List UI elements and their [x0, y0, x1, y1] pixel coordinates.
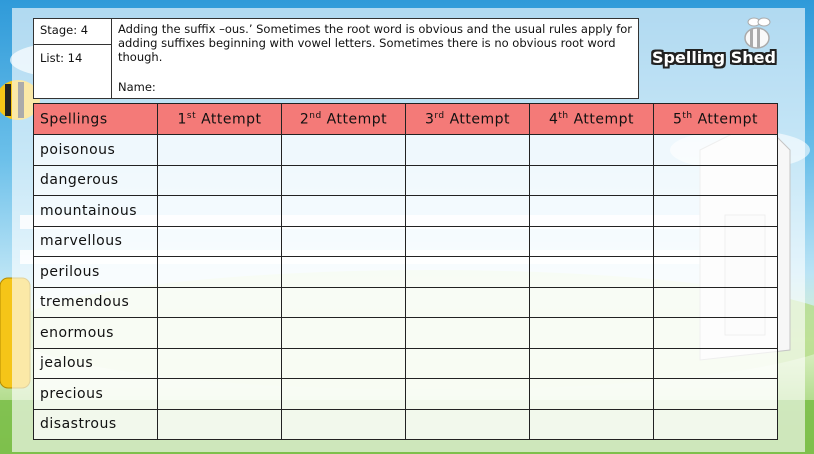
spelling-word: perilous — [34, 257, 158, 288]
attempt-cell[interactable] — [530, 318, 654, 349]
spelling-word: marvellous — [34, 226, 158, 257]
header-num: 1 — [177, 111, 187, 128]
attempt-cell[interactable] — [530, 135, 654, 166]
header-sup: nd — [309, 110, 322, 121]
attempt-cell[interactable] — [282, 165, 406, 196]
attempt-cell[interactable] — [654, 409, 778, 440]
header-sup: th — [558, 110, 569, 121]
table-row — [34, 196, 778, 227]
attempt-cell[interactable] — [406, 196, 530, 227]
table-row — [34, 135, 778, 166]
header-text: Attempt — [568, 111, 635, 128]
attempt-cell[interactable] — [158, 135, 282, 166]
attempt-cell[interactable] — [406, 135, 530, 166]
attempt-cell[interactable] — [406, 348, 530, 379]
attempt-cell[interactable] — [158, 318, 282, 349]
header-num: 4 — [548, 111, 559, 128]
attempt-cell[interactable] — [282, 196, 406, 227]
attempt-cell[interactable] — [654, 165, 778, 196]
attempt-cell[interactable] — [158, 165, 282, 196]
attempt-cell[interactable] — [158, 379, 282, 410]
table-row — [34, 318, 778, 349]
table-row — [34, 409, 778, 440]
attempt-cell[interactable] — [654, 135, 778, 166]
spelling-word: enormous — [34, 318, 158, 349]
attempt-cell[interactable] — [282, 318, 406, 349]
column-header-attempt-4 — [530, 104, 654, 135]
spelling-word: jealous — [34, 348, 158, 379]
attempt-cell[interactable] — [530, 409, 654, 440]
attempt-cell[interactable] — [654, 196, 778, 227]
rule-description: Adding the suffix –ous.’ Sometimes the root word is obvious and the usual rules apply for adding suffixes beginning with vowel letters. Sometimes there is no obvious root word though. — [118, 22, 633, 64]
worksheet-header — [33, 18, 639, 99]
header-num: 2 — [299, 111, 310, 128]
attempt-cell[interactable] — [158, 287, 282, 318]
attempt-cell[interactable] — [654, 379, 778, 410]
attempt-cell[interactable] — [406, 379, 530, 410]
column-header-attempt-5 — [654, 104, 778, 135]
table-row — [34, 348, 778, 379]
column-header-spellings — [34, 104, 158, 135]
attempt-cell[interactable] — [406, 409, 530, 440]
spelling-word: dangerous — [34, 165, 158, 196]
attempt-cell[interactable] — [406, 318, 530, 349]
attempt-cell[interactable] — [282, 257, 406, 288]
header-sup: rd — [434, 110, 445, 121]
header-num: 5 — [672, 111, 683, 128]
attempt-cell[interactable] — [158, 257, 282, 288]
attempt-cell[interactable] — [654, 318, 778, 349]
attempt-cell[interactable] — [530, 257, 654, 288]
table-row — [34, 165, 778, 196]
attempt-cell[interactable] — [406, 226, 530, 257]
attempt-cell[interactable] — [654, 257, 778, 288]
spelling-grid — [33, 103, 778, 440]
attempt-cell[interactable] — [158, 348, 282, 379]
name-field[interactable]: Name: — [118, 80, 156, 94]
column-header-attempt-1 — [158, 104, 282, 135]
table-row — [34, 379, 778, 410]
table-row — [34, 226, 778, 257]
attempt-cell[interactable] — [406, 257, 530, 288]
attempt-cell[interactable] — [158, 196, 282, 227]
attempt-cell[interactable] — [530, 226, 654, 257]
attempt-cell[interactable] — [282, 135, 406, 166]
attempt-cell[interactable] — [282, 226, 406, 257]
attempt-cell[interactable] — [654, 226, 778, 257]
header-row — [34, 104, 778, 135]
spelling-word: precious — [34, 379, 158, 410]
column-header-attempt-3 — [406, 104, 530, 135]
header-text: Attempt — [444, 111, 511, 128]
attempt-cell[interactable] — [654, 287, 778, 318]
stage-label: Stage: 4 — [34, 19, 112, 45]
header-text: Attempt — [692, 111, 759, 128]
attempt-cell[interactable] — [282, 348, 406, 379]
attempt-cell[interactable] — [158, 409, 282, 440]
spelling-word: poisonous — [34, 135, 158, 166]
attempt-cell[interactable] — [406, 287, 530, 318]
attempt-cell[interactable] — [654, 348, 778, 379]
header-sup: st — [186, 110, 197, 121]
table-row — [34, 287, 778, 318]
attempt-cell[interactable] — [282, 409, 406, 440]
attempt-cell[interactable] — [530, 287, 654, 318]
header-text: Attempt — [321, 111, 388, 128]
spelling-word: mountainous — [34, 196, 158, 227]
spelling-word: disastrous — [34, 409, 158, 440]
attempt-cell[interactable] — [282, 287, 406, 318]
header-num: 3 — [424, 111, 435, 128]
spelling-word: tremendous — [34, 287, 158, 318]
spelling-shed-logo: Spelling Shed — [652, 48, 776, 67]
list-label: List: 14 — [34, 45, 112, 98]
table-row — [34, 257, 778, 288]
attempt-cell[interactable] — [282, 379, 406, 410]
header-text: Spellings — [40, 111, 108, 128]
attempt-cell[interactable] — [530, 196, 654, 227]
attempt-cell[interactable] — [530, 379, 654, 410]
attempt-cell[interactable] — [158, 226, 282, 257]
attempt-cell[interactable] — [530, 165, 654, 196]
header-text: Attempt — [196, 111, 262, 128]
attempt-cell[interactable] — [530, 348, 654, 379]
column-header-attempt-2 — [282, 104, 406, 135]
attempt-cell[interactable] — [406, 165, 530, 196]
header-sup: th — [682, 110, 693, 121]
